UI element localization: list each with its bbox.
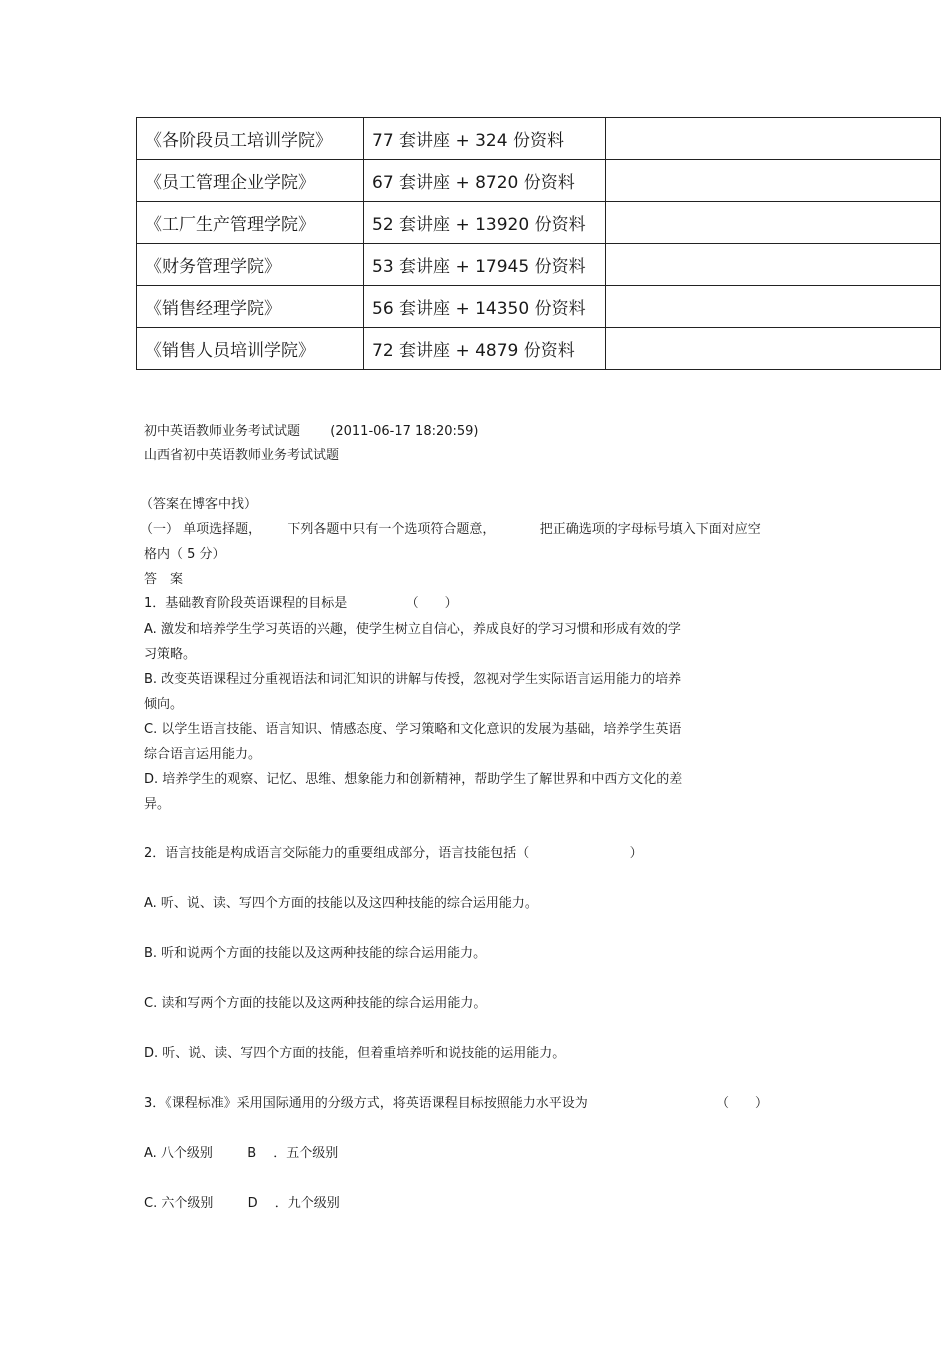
option-text: 异。 xyxy=(144,797,171,812)
option-text: 综合语言运用能力。 xyxy=(144,747,262,762)
question-2-stem-line xyxy=(144,846,643,862)
option-text: D. 培养学生的观察、记忆、思维、想象能力和创新精神，帮助学生了解世界和中西方文化的差 xyxy=(144,772,683,787)
answer-label: 答 案 xyxy=(144,572,184,587)
course-count-cell: 77 套讲座 + 324 份资料 xyxy=(364,118,606,160)
exam-subtitle: 山西省初中英语教师业务考试试题 xyxy=(144,448,340,463)
course-table xyxy=(136,117,941,370)
table-row xyxy=(137,202,941,244)
table-row xyxy=(137,160,941,202)
question-1-stem-line xyxy=(144,596,458,612)
section-score: 格内（ 5 分） xyxy=(144,547,226,562)
option-text: C. 六个级别 xyxy=(144,1196,214,1211)
course-count-cell: 52 套讲座 + 13920 份资料 xyxy=(364,202,606,244)
option-text: D ．九个级别 xyxy=(247,1196,340,1211)
course-count-cell: 67 套讲座 + 8720 份资料 xyxy=(364,160,606,202)
blank-cell xyxy=(606,160,941,202)
course-name-cell: 《员工管理企业学院》 xyxy=(137,160,364,202)
exam-title: 初中英语教师业务考试试题 xyxy=(144,424,301,439)
table-row xyxy=(137,118,941,160)
blank-cell xyxy=(606,328,941,370)
course-name-cell: 《销售人员培训学院》 xyxy=(137,328,364,370)
course-count-cell: 56 套讲座 + 14350 份资料 xyxy=(364,286,606,328)
table-row xyxy=(137,328,941,370)
exam-title-line xyxy=(144,424,479,440)
option-row xyxy=(144,1146,338,1162)
answer-blank: ） xyxy=(629,846,643,861)
table-row xyxy=(137,244,941,286)
option-text: A. 八个级别 xyxy=(144,1146,213,1161)
option-text: B. 改变英语课程过分重视语法和词汇知识的讲解与传授，忽视对学生实际语言运用能力的培养 xyxy=(144,672,682,687)
course-name-cell: 《销售经理学院》 xyxy=(137,286,364,328)
section-heading-part: 把正确选项的字母标号填入下面对应空 xyxy=(539,522,761,537)
option-text: 习策略。 xyxy=(144,647,197,662)
exam-timestamp: (2011-06-17 18:20:59) xyxy=(330,424,479,439)
option-text: C. 以学生语言技能、语言知识、情感态度、学习策略和文化意识的发展为基础，培养学生英语 xyxy=(144,722,682,737)
course-count-cell: 72 套讲座 + 4879 份资料 xyxy=(364,328,606,370)
blank-cell xyxy=(606,202,941,244)
option-text: D. 听、说、读、写四个方面的技能，但着重培养听和说技能的运用能力。 xyxy=(144,1046,566,1061)
course-count-cell: 53 套讲座 + 17945 份资料 xyxy=(364,244,606,286)
answer-note: （答案在博客中找） xyxy=(140,497,258,512)
question-stem: 1．基础教育阶段英语课程的目标是 xyxy=(144,596,348,611)
option-text: B ．五个级别 xyxy=(247,1146,339,1161)
question-3-stem-line xyxy=(144,1096,588,1112)
answer-blank: （ ） xyxy=(716,1096,769,1111)
option-row xyxy=(144,1196,340,1212)
question-stem: 2．语言技能是构成语言交际能力的重要组成部分，语言技能包括（ xyxy=(144,846,530,861)
option-text: B. 听和说两个方面的技能以及这两种技能的综合运用能力。 xyxy=(144,946,487,961)
blank-cell xyxy=(606,118,941,160)
course-name-cell: 《工厂生产管理学院》 xyxy=(137,202,364,244)
course-name-cell: 《各阶段员工培训学院》 xyxy=(137,118,364,160)
course-name-cell: 《财务管理学院》 xyxy=(137,244,364,286)
section-heading-part: （一） 单项选择题， xyxy=(140,522,262,537)
question-stem: 3．《课程标准》采用国际通用的分级方式，将英语课程目标按照能力水平设为 xyxy=(144,1096,588,1111)
blank-cell xyxy=(606,244,941,286)
blank-cell xyxy=(606,286,941,328)
answer-blank: （ ） xyxy=(405,596,458,611)
option-text: A. 激发和培养学生学习英语的兴趣，使学生树立自信心，养成良好的学习习惯和形成有效的学 xyxy=(144,622,681,637)
table-row xyxy=(137,286,941,328)
section-heading-part: 下列各题中只有一个选项符合题意， xyxy=(287,522,496,537)
option-text: 倾向。 xyxy=(144,697,184,712)
option-text: C. 读和写两个方面的技能以及这两种技能的综合运用能力。 xyxy=(144,996,487,1011)
section-heading xyxy=(140,522,761,538)
option-text: A. 听、说、读、写四个方面的技能以及这四种技能的综合运用能力。 xyxy=(144,896,538,911)
